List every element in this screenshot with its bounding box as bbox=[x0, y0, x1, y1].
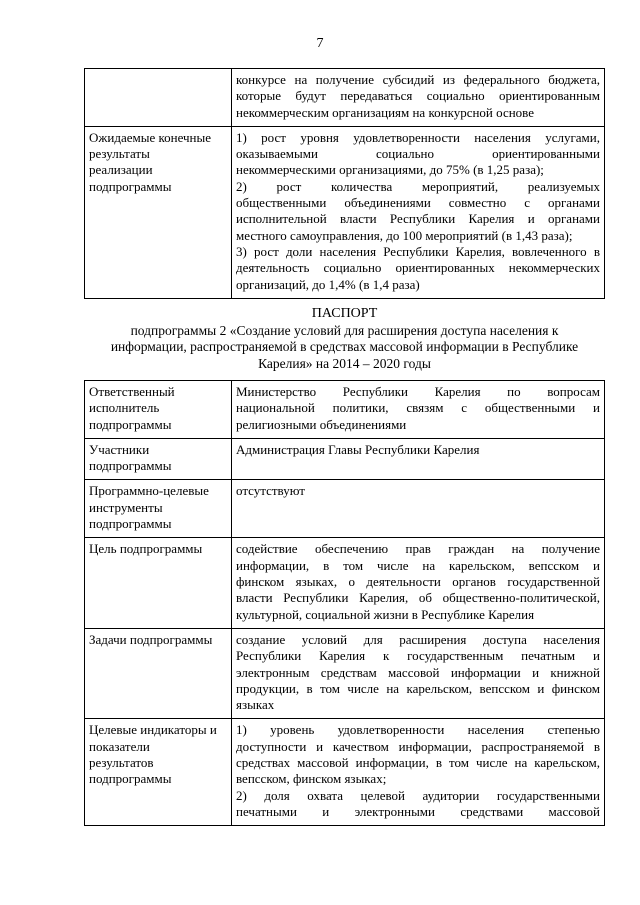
row-label bbox=[85, 69, 232, 127]
text-line: продукции, в том числе на карельском, вепсском и финском bbox=[236, 680, 600, 696]
table-row bbox=[85, 126, 605, 298]
row-value bbox=[232, 381, 605, 439]
text-line: национальной политики, связям с общественными и bbox=[236, 400, 600, 416]
label-line: Ожидаемые конечные bbox=[89, 129, 212, 145]
text-line: местного самоуправления, до 100 мероприятий (в 1,43 раза); bbox=[236, 227, 573, 243]
text-line: электронным средствам массовой информации и книжной bbox=[236, 664, 600, 680]
text-line: средствах массовой информации, в том числе на карельском, bbox=[236, 755, 600, 771]
passport-subtitle-line: Карелия» на 2014 – 2020 годы bbox=[258, 355, 431, 371]
text-line: деятельность социально ориентированных некоммерческих bbox=[236, 260, 600, 276]
text-line: общественными объединениями совместно с органами bbox=[236, 195, 600, 211]
table-row bbox=[85, 438, 605, 480]
label-line: Задачи подпрограммы bbox=[89, 631, 213, 647]
label-line: Ответственный bbox=[89, 384, 175, 399]
row-value bbox=[232, 126, 605, 298]
table-row bbox=[85, 628, 605, 718]
row-label bbox=[85, 719, 232, 826]
label-line: Целевые индикаторы и bbox=[89, 722, 217, 738]
text-line: некоммерческими организациями, до 75% (в 1,25 раза); bbox=[236, 162, 544, 178]
text-line: некоммерческим организациям на конкурсной основе bbox=[236, 104, 535, 120]
text-line: оказываемыми социально ориентированными bbox=[236, 146, 600, 162]
row-label bbox=[85, 381, 232, 439]
text-line: вепсском, финском языках; bbox=[236, 771, 387, 787]
text-line: 1) уровень удовлетворенности населения степенью bbox=[236, 722, 600, 738]
passport-subtitle-line: информации, распространяемой в средствах массовой информации в Республике bbox=[110, 339, 579, 354]
passport-heading bbox=[84, 306, 605, 372]
passport-table bbox=[84, 380, 605, 826]
row-label bbox=[85, 628, 232, 718]
label-line: исполнитель bbox=[89, 400, 160, 416]
text-line: 2) рост количества мероприятий, реализуемых bbox=[236, 178, 600, 194]
row-label bbox=[85, 126, 232, 298]
label-line: подпрограммы bbox=[89, 771, 172, 787]
label-line: результатов bbox=[89, 755, 154, 771]
text-line: отсутствуют bbox=[236, 483, 305, 499]
text-line: Администрация Главы Республики Карелия bbox=[236, 441, 480, 457]
table-row bbox=[85, 719, 605, 826]
row-label bbox=[85, 538, 232, 628]
text-line: исполнительной власти Республики Карелия и органами bbox=[236, 211, 600, 227]
label-line: показатели bbox=[89, 738, 150, 754]
row-value bbox=[232, 69, 605, 127]
label-line: реализации bbox=[89, 162, 153, 178]
row-value bbox=[232, 628, 605, 718]
text-line: языках bbox=[236, 697, 275, 713]
row-value bbox=[232, 538, 605, 628]
row-label bbox=[85, 480, 232, 538]
label-line: Участники bbox=[89, 441, 150, 457]
label-line: подпрограммы bbox=[89, 178, 172, 194]
text-line: 2) доля охвата целевой аудитории государственными bbox=[236, 787, 600, 803]
label-line: подпрограммы bbox=[89, 516, 172, 532]
text-line: религиозными объединениями bbox=[236, 416, 407, 432]
table-row bbox=[85, 381, 605, 439]
table-row bbox=[85, 69, 605, 127]
text-line: содействие обеспечению прав граждан на получение bbox=[236, 541, 600, 557]
text-line: которые будут передаваться социально ориентированным bbox=[236, 88, 600, 104]
label-line: результаты bbox=[89, 146, 150, 162]
text-line: 1) рост уровня удовлетворенности населения услугами, bbox=[236, 129, 600, 145]
label-line: инструменты bbox=[89, 499, 163, 515]
passport-subtitle-line: подпрограммы 2 «Создание условий для расширения доступа населения к bbox=[130, 322, 559, 338]
table-row bbox=[85, 480, 605, 538]
table-row bbox=[85, 538, 605, 628]
passport-title: ПАСПОРТ bbox=[311, 306, 378, 321]
text-line: культурной, социальной жизни в Республике Карелия bbox=[236, 606, 535, 622]
label-line: Программно-целевые bbox=[89, 483, 209, 499]
row-label bbox=[85, 438, 232, 480]
text-line: 3) рост доли населения Республики Карелия, вовлеченного в bbox=[236, 243, 600, 259]
text-line: финском языках, о деятельности органов государственной bbox=[236, 574, 600, 590]
table-continued bbox=[84, 68, 605, 299]
text-line: информации, в том числе на карельском, вепсском и bbox=[236, 557, 600, 573]
text-line: Республики Карелия к государственным печатным и bbox=[236, 648, 600, 664]
text-line: создание условий для расширения доступа населения bbox=[236, 631, 600, 647]
row-value bbox=[232, 438, 605, 480]
text-line: организаций, до 1,4% (в 1,4 раза) bbox=[236, 276, 420, 292]
label-line: подпрограммы bbox=[89, 458, 172, 474]
label-line: Цель подпрограммы bbox=[89, 541, 203, 557]
text-line: печатными и электронными средствами массовой bbox=[236, 803, 600, 819]
page-number: 7 bbox=[316, 36, 324, 51]
text-line: власти Республики Карелия, об общественно-политической, bbox=[236, 590, 600, 606]
text-line: Министерство Республики Карелия по вопросам bbox=[236, 384, 600, 399]
row-value bbox=[232, 719, 605, 826]
text-line: доступности и качеством информации, распространяемой в bbox=[236, 738, 600, 754]
text-line: конкурсе на получение субсидий из федерального бюджета, bbox=[236, 72, 600, 87]
row-value bbox=[232, 480, 605, 538]
label-line: подпрограммы bbox=[89, 416, 172, 432]
